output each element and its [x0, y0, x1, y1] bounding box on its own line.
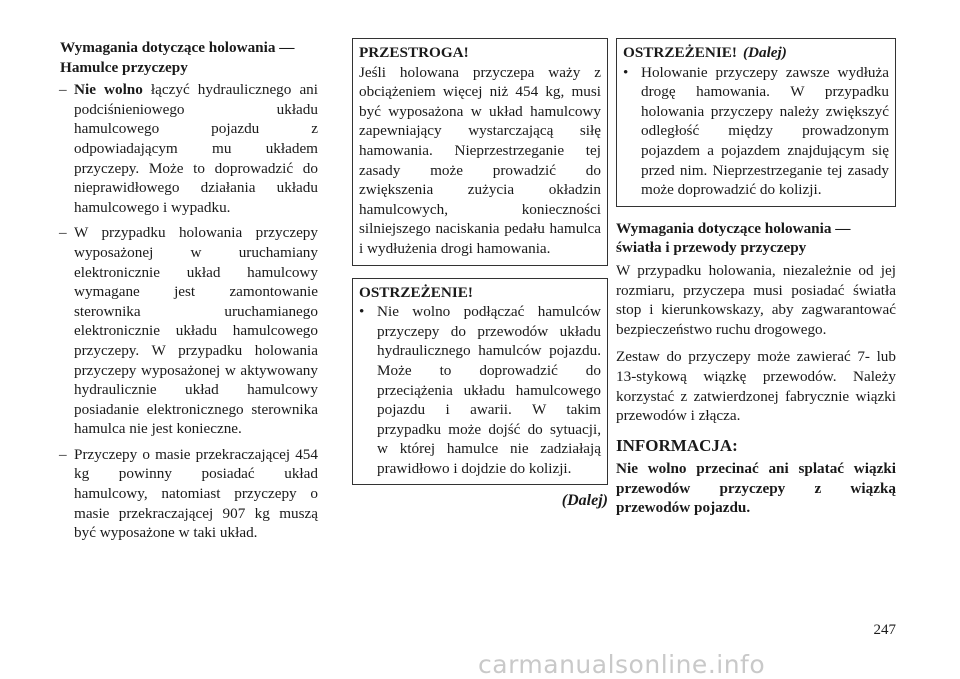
warning-bullet: [623, 63, 889, 200]
caution-title: PRZESTROGA!: [359, 44, 469, 61]
bullet-marker: •: [623, 63, 629, 81]
paragraph: W przypadku holowania, niezależnie od jej rozmiaru, przyczepa musi posiadać światła stop i kierunkowskazy, aby zagwarantować bezpieczeństwo ruchu drogowego.: [616, 261, 896, 338]
info-text: Nie wolno przecinać ani splatać wiązki przewodów przyczepy z wiązką przewodów pojazdu.: [616, 460, 896, 517]
continued-label: (Dalej): [561, 492, 608, 510]
list-item-text: Przyczepy o masie przekraczającej 454 kg powinny posiadać układ hamulcowy, natomiast przyczepy o masie przekraczającej 907 kg muszą być wyposażone w taki układ.: [74, 445, 318, 542]
list-item-text: W przypadku holowania przyczepy wyposażonej w uruchamiany elektronicznie układ hamulcowy wymagane jest zamontowanie sterownika uruchamianego elektronicznie układu hamulcowego przyczepy. W przypadku holowania przyczepy wyposażonej w aktywowany hydraulicznie układ hamulcowy posiadanie elektronicznego sterownika hamulca nie jest konieczne.: [74, 224, 318, 438]
list-item: [60, 80, 318, 217]
list-item-bold: Nie wolno: [74, 81, 143, 99]
warning-bullet-text: Holowanie przyczepy zawsze wydłuża drogę hamowania. W przypadku holowania przyczepy należy zwiększyć odległość między prowadzonym pojazdem a pojazdem znajdującym się przed nim. Nieprzestrzeganie tej zasady może doprowadzić do kolizji.: [641, 63, 889, 199]
warning-bullet-text: Nie wolno podłączać hamulców przyczepy do przewodów układu hydraulicznego hamulców pojazdu. Może to doprowadzić do przeciążenia układu hamulcowego pojazdu i awarii. W takim przypadku może dojść do sytuacji, w której hamulce nie zadziałają prawidłowo i dojdzie do kolizji.: [377, 303, 601, 477]
warning-box: [352, 278, 608, 486]
trailer-brakes-list: [60, 80, 318, 543]
column-middle: [352, 38, 608, 511]
warning-title: OSTRZEŻENIE!: [359, 283, 473, 301]
caution-box: [352, 38, 608, 266]
warning-box-continued: [616, 38, 896, 207]
bullet-marker: •: [359, 303, 365, 321]
warning-continued-label: (Dalej): [742, 44, 787, 61]
dash-marker: –: [59, 445, 67, 463]
info-title: INFORMACJA:: [616, 435, 738, 455]
section-heading-trailer-brakes: Wymagania dotyczące holowania — Hamulce przyczepy: [60, 39, 295, 76]
caution-text: Jeśli holowana przyczepa waży z obciążeniem więcej niż 454 kg, musi być wyposażona w układ hamulcowy zapewniający wystarczającą siłę hamowania. Nieprzestrzeganie tej zasady może prowadzić do zwiększenia zużycia okładzin hamulcowych, konieczności silniejszego naciskania pedału hamulca i wydłużenia drogi hamowania.: [359, 63, 601, 257]
list-item-body: [72, 80, 318, 217]
list-item: [60, 223, 318, 439]
watermark: carmanualsonline.info: [478, 650, 766, 679]
list-item-text: łączyć hydraulicznego ani podciśnieniowego układu hamulcowego pojazdu z odpowiadającym mu układem przyczepy. Może to doprowadzić do nieprawidłowego działania układu hamulcowego i wypadku.: [74, 81, 318, 216]
list-item: [60, 445, 318, 543]
page-number: 247: [873, 622, 896, 638]
column-right: [616, 38, 896, 518]
warning-title-text: OSTRZEŻENIE!: [623, 44, 737, 61]
dash-marker: –: [59, 81, 67, 99]
column-left: [60, 38, 318, 549]
warning-title: [623, 43, 889, 63]
paragraph: Zestaw do przyczepy może zawierać 7- lub 13-stykową wiązkę przewodów. Należy korzystać z zatwierdzonej fabrycznie wiązki przewodów i złącza.: [616, 348, 896, 425]
warning-bullet: [359, 302, 601, 478]
section-heading-trailer-lights: Wymagania dotyczące holowania — światła i przewody przyczepy: [616, 219, 851, 257]
dash-marker: –: [59, 224, 67, 242]
